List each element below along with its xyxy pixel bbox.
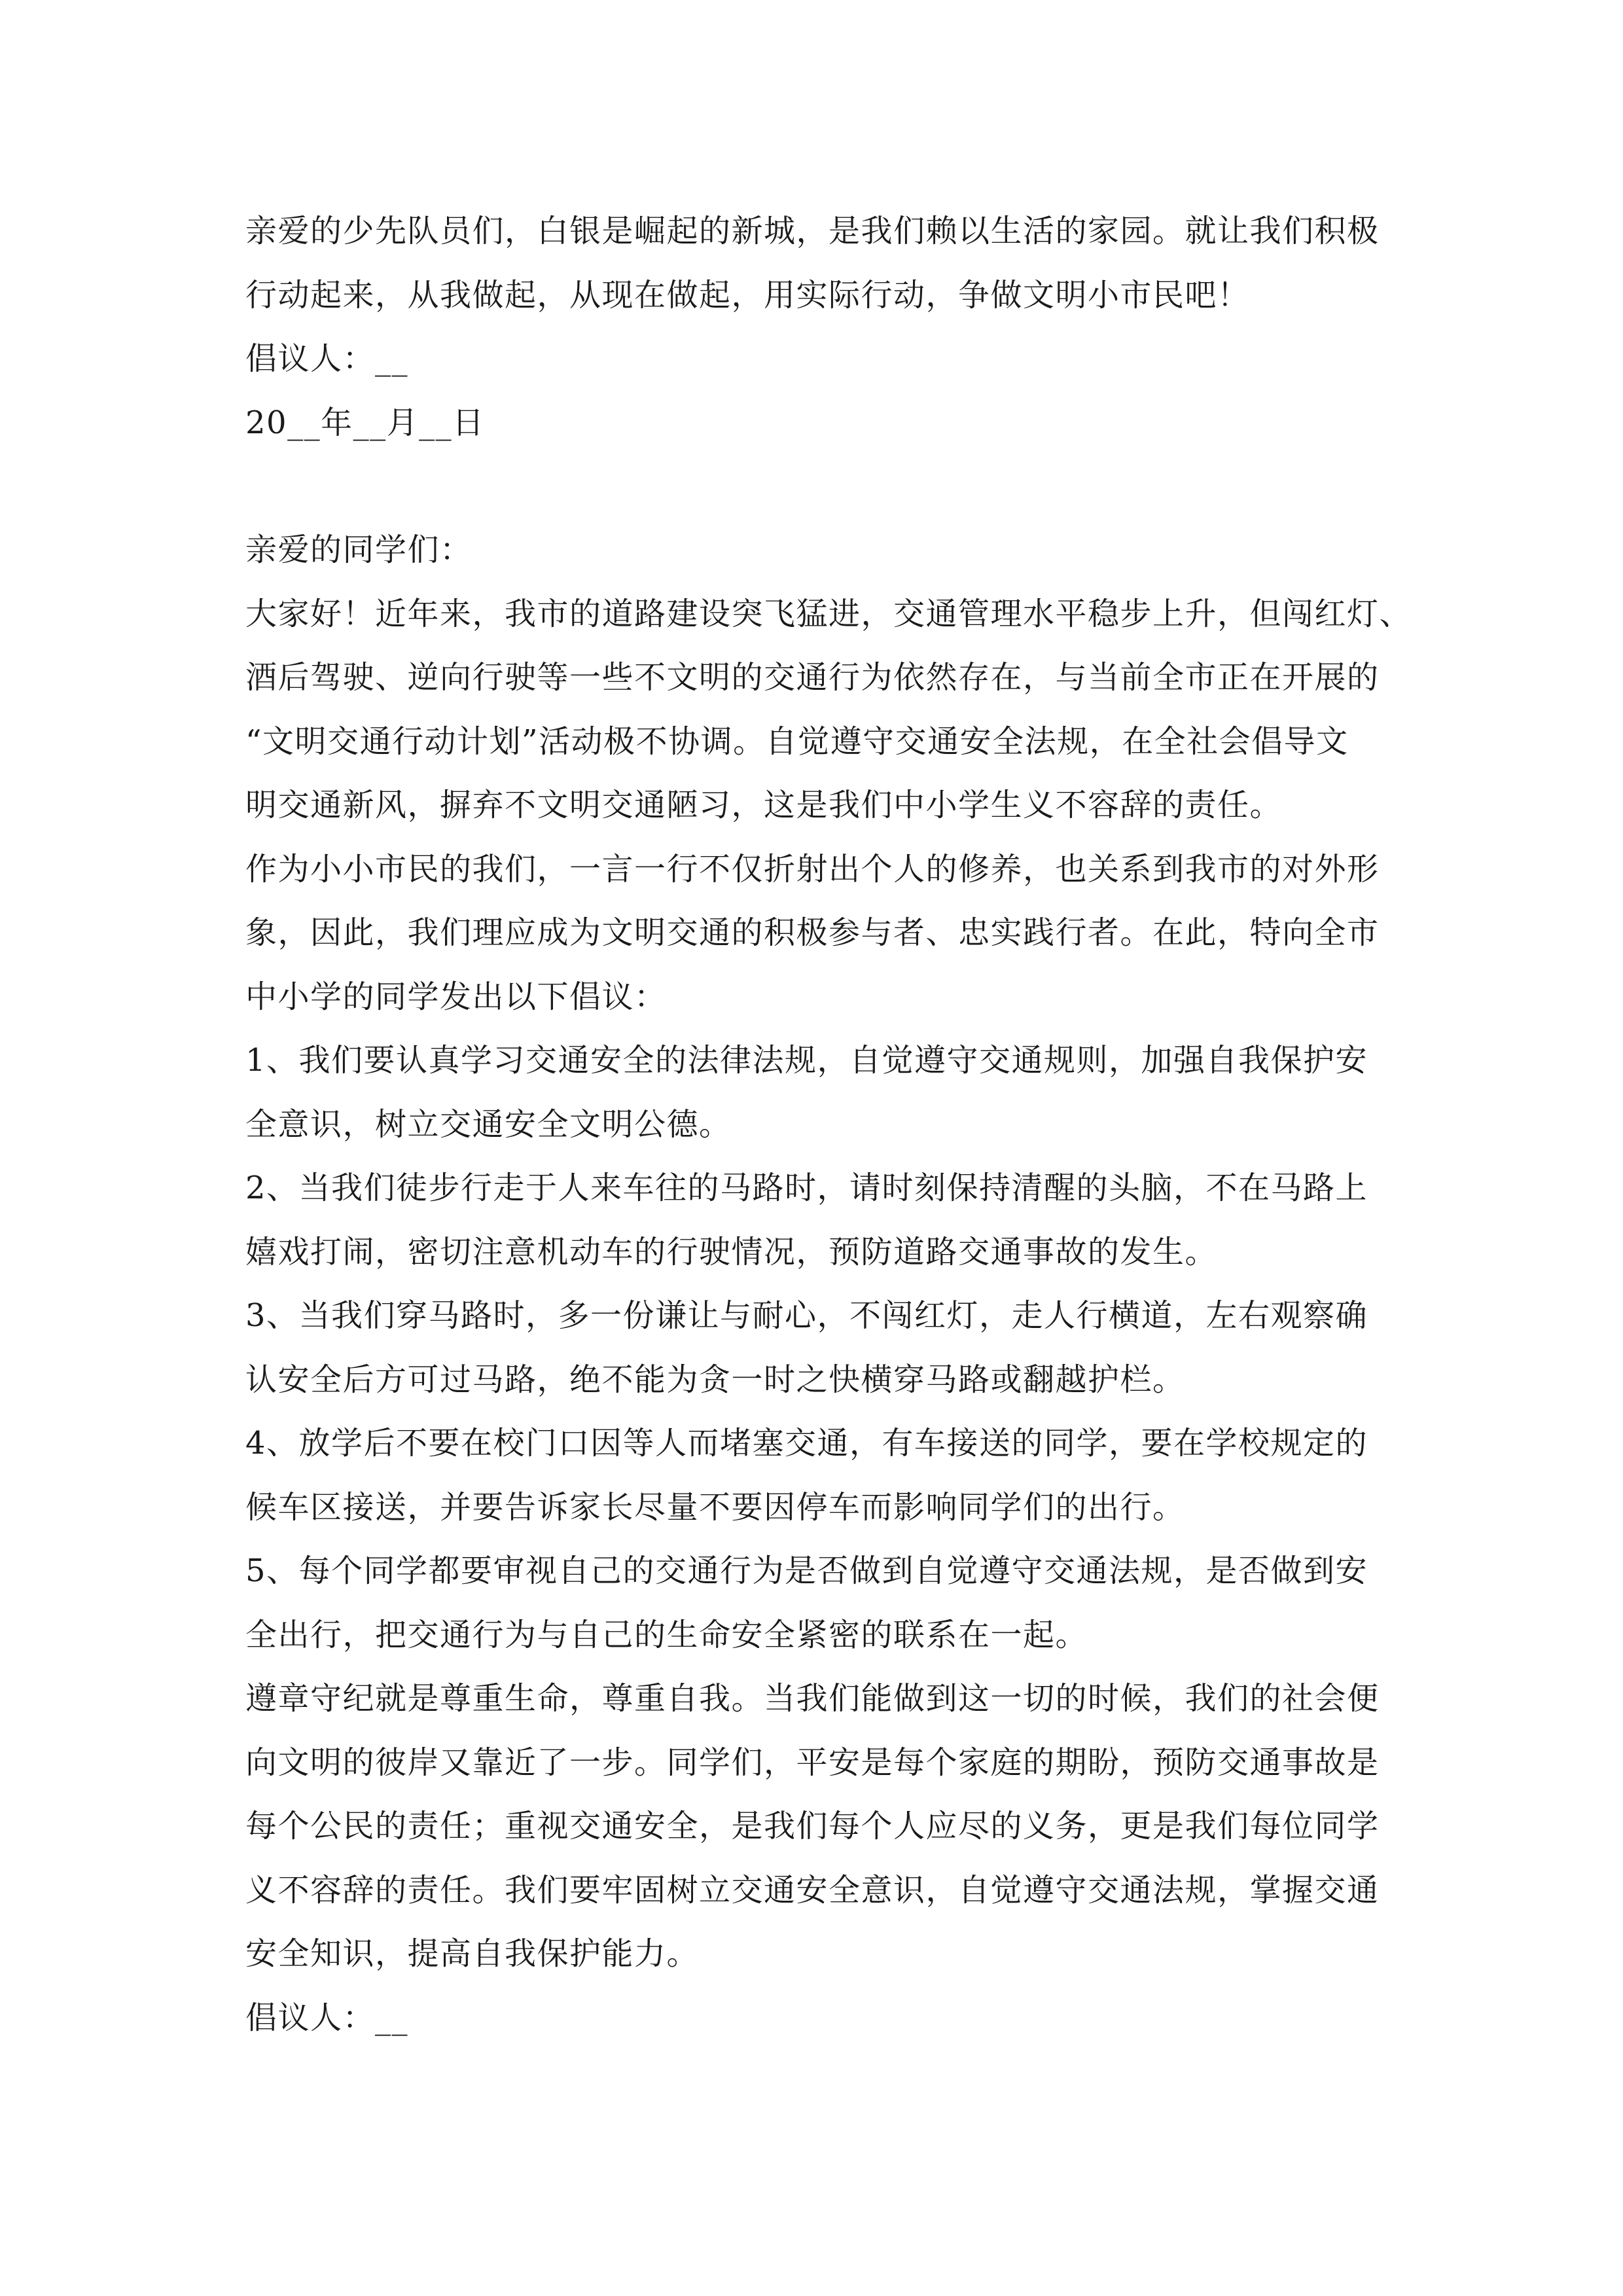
letter2-line: 5、每个同学都要审视自己的交通行为是否做到自觉遵守交通法规，是否做到安 [245, 1552, 1368, 1589]
letter2-line: 象，因此，我们理应成为文明交通的积极参与者、忠实践行者。在此，特向全市 [245, 914, 1380, 951]
letter2-line: 嬉戏打闹，密切注意机动车的行驶情况，预防道路交通事故的发生。 [245, 1233, 1218, 1270]
letter2-line: 2、当我们徒步行走于人来车往的马路时，请时刻保持清醒的头脑，不在马路上 [245, 1170, 1368, 1206]
letter2-line: 作为小小市民的我们，一言一行不仅折射出个人的修养，也关系到我市的对外形 [245, 850, 1380, 888]
letter2-line: 候车区接送，并要告诉家长尽量不要因停车而影响同学们的出行。 [245, 1488, 1185, 1526]
letter2-line: 全意识，树立交通安全文明公德。 [245, 1105, 732, 1143]
letter2-line: 酒后驾驶、逆向行驶等一些不文明的交通行为依然存在，与当前全市正在开展的 [245, 659, 1380, 696]
letter2-line: 认安全后方可过马路，绝不能为贪一时之快横穿马路或翻越护栏。 [245, 1361, 1185, 1398]
letter2-line: 全出行，把交通行为与自己的生命安全紧密的联系在一起。 [245, 1616, 1088, 1653]
letter2-line: 3、当我们穿马路时，多一份谦让与耐心，不闯红灯，走人行横道，左右观察确 [245, 1297, 1368, 1334]
letter2-line: 安全知识，提高自我保护能力。 [245, 1935, 700, 1972]
letter2-line: 大家好！近年来，我市的道路建设突飞猛进，交通管理水平稳步上升，但闯红灯、 [245, 595, 1412, 632]
letter1-signer: 倡议人：__ [245, 340, 409, 377]
section-gap [245, 455, 1378, 518]
letter1-line: 亲爱的少先队员们，白银是崛起的新城，是我们赖以生活的家园。就让我们积极 [245, 213, 1380, 249]
letter2-line: 1、我们要认真学习交通安全的法律法规，自觉遵守交通规则，加强自我保护安 [245, 1042, 1368, 1079]
letter1-line: 行动起来，从我做起，从现在做起，用实际行动，争做文明小市民吧！ [245, 276, 1250, 314]
letter2-signer: 倡议人：__ [245, 1999, 409, 2036]
letter2-line: 明交通新风，摒弃不文明交通陋习，这是我们中小学生义不容辞的责任。 [245, 787, 1283, 823]
letter2-line: 遵章守纪就是尊重生命，尊重自我。当我们能做到这一切的时候，我们的社会便 [245, 1680, 1380, 1717]
letter2-line: 中小学的同学发出以下倡议： [245, 978, 667, 1015]
document-body [245, 200, 1412, 2050]
letter2-line: 每个公民的责任；重视交通安全，是我们每个人应尽的义务，更是我们每位同学 [245, 1808, 1380, 1844]
letter2-greeting: 亲爱的同学们： [245, 531, 473, 568]
letter2-line: 向文明的彼岸又靠近了一步。同学们，平安是每个家庭的期盼，预防交通事故是 [245, 1744, 1380, 1781]
letter2-line: “文明交通行动计划”活动极不协调。自觉遵守交通安全法规，在全社会倡导文 [245, 723, 1349, 760]
letter2-line: 4、放学后不要在校门口因等人而堵塞交通，有车接送的同学，要在学校规定的 [245, 1425, 1368, 1462]
letter2-line: 义不容辞的责任。我们要牢固树立交通安全意识，自觉遵守交通法规，掌握交通 [245, 1871, 1380, 1909]
letter1-date: 20__年__月__日 [245, 404, 485, 441]
